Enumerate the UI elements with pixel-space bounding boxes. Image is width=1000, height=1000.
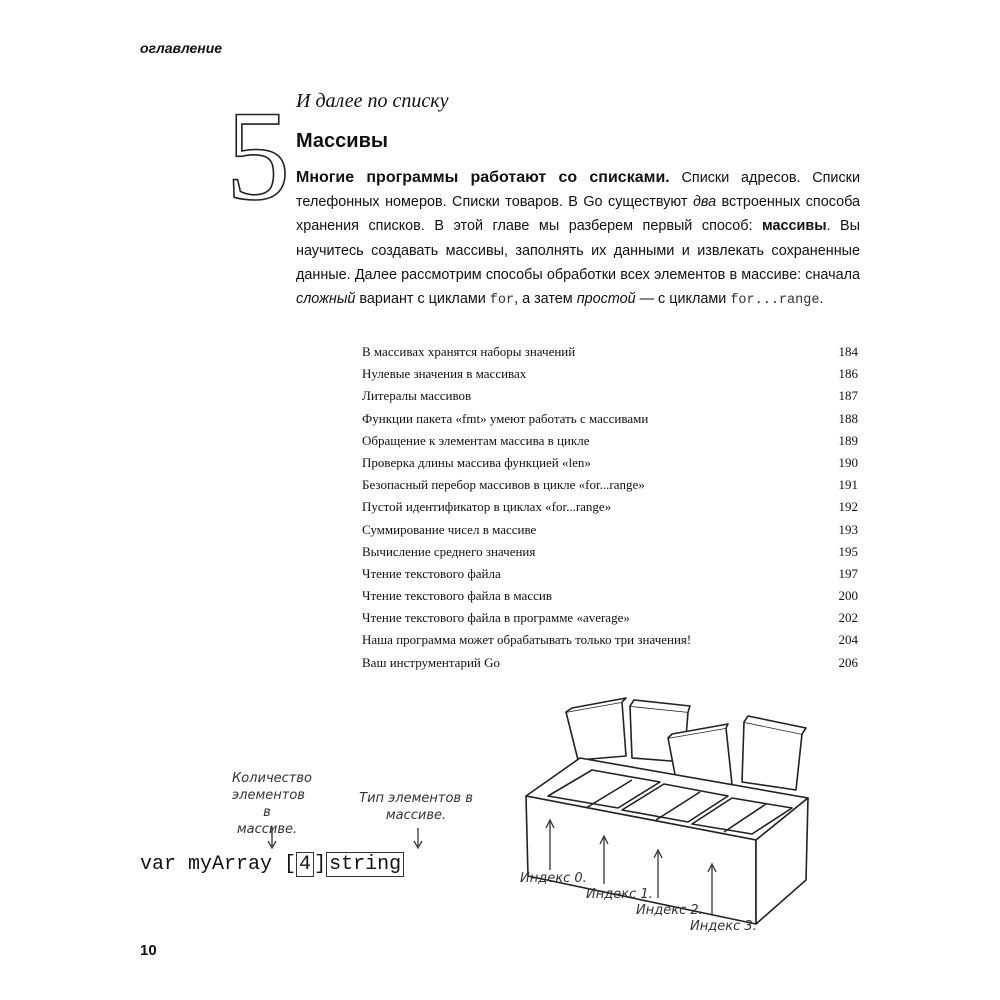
toc-entry-page: 200	[838, 588, 858, 604]
chapter-subtitle: И далее по списку	[296, 90, 449, 112]
toc-entry-title: Обращение к элементам массива в цикле	[362, 432, 590, 448]
toc-entry-title: Проверка длины массива функцией «len»	[362, 454, 591, 470]
toc-entry-page: 190	[838, 454, 858, 470]
array-type-annotation: Тип элементов в массиве.	[359, 791, 473, 823]
toc-entry-title: Суммирование чисел в массиве	[362, 521, 537, 537]
intro-text: — с циклами	[635, 291, 731, 308]
toc-entry-page: 195	[838, 543, 858, 559]
toc-entry-page: 197	[838, 565, 858, 581]
intro-text: Списки адресов. Списки телефонных номеров. Списки товаров. В Go существуют	[296, 170, 860, 211]
toc-entry-page: 192	[838, 499, 858, 515]
intro-emphasis: сложный	[296, 291, 356, 308]
intro-text: , а затем	[514, 291, 577, 308]
array-length-annotation: Количество элементов в массиве.	[232, 771, 312, 837]
index-label: Индекс 1.	[586, 887, 653, 902]
toc-entry-title: Ваш инструментарий Go	[362, 654, 500, 670]
intro-text: встроенных способа хранения списков. В этой главе мы разберем первый способ:	[296, 194, 860, 235]
code-bracket-open: [	[284, 853, 297, 876]
code-prefix: var myArray	[140, 853, 285, 876]
toc-entry-page: 204	[838, 632, 858, 648]
intro-code: for	[489, 293, 515, 309]
toc-entry-page: 189	[838, 432, 858, 448]
toc-entry-title: Литералы массивов	[362, 388, 472, 404]
toc-entry-title: Вычисление среднего значения	[362, 543, 536, 559]
intro-emphasis: простой	[576, 291, 636, 308]
toc-entry-title: Безопасный перебор массивов в цикле «for...range»	[362, 477, 645, 493]
array-type-box: string	[326, 852, 404, 877]
toc-entry-page: 187	[838, 388, 858, 404]
index-label: Индекс 0.	[520, 871, 587, 886]
toc-entry-page: 202	[838, 610, 858, 626]
chapter-title: Массивы	[296, 130, 388, 152]
toc-entry-page: 206	[838, 654, 858, 670]
toc-entry-title: Функции пакета «fmt» умеют работать с массивами	[362, 410, 649, 426]
intro-text: . Вы научитесь создавать массивы, заполнять их данными и извлекать сохраненные данные. Далее рассмотрим способы обработки всех элементов в массиве: сначала	[296, 218, 860, 283]
toc-entry-title: Пустой идентификатор в циклах «for...range»	[362, 499, 612, 515]
index-label: Индекс 2.	[636, 903, 703, 918]
toc-entry-title: В массивах хранятся наборы значений	[362, 344, 576, 359]
intro-text: вариант с циклами	[355, 291, 490, 308]
index-label: Индекс 3.	[690, 919, 757, 934]
toc-entry-page: 184	[838, 344, 858, 359]
toc-entry-title: Наша программа может обрабатывать только три значения!	[362, 632, 692, 648]
intro-emphasis: два	[692, 194, 717, 211]
running-header: оглавление	[140, 40, 223, 56]
code-bracket-close: ]	[314, 853, 327, 876]
intro-code: for...range	[730, 293, 820, 309]
toc-entry-page: 186	[838, 366, 858, 382]
toc-entry-page: 188	[838, 410, 858, 426]
intro-strong: массивы	[762, 218, 827, 235]
toc-entry-title: Чтение текстового файла в программе «average»	[362, 610, 630, 626]
toc-entry-page: 191	[838, 477, 858, 493]
toc-entry-page: 193	[838, 521, 858, 537]
chapter-number: 5	[226, 85, 290, 227]
toc-entry-title: Чтение текстового файла	[362, 565, 501, 581]
intro-lead: Многие программы работают со списками.	[296, 169, 670, 186]
array-size-box: 4	[296, 852, 314, 877]
toc-entry-title: Нулевые значения в массивах	[362, 366, 527, 382]
intro-text: .	[819, 291, 824, 308]
toc-entry-title: Чтение текстового файла в массив	[362, 588, 552, 604]
page-number: 10	[140, 942, 157, 959]
